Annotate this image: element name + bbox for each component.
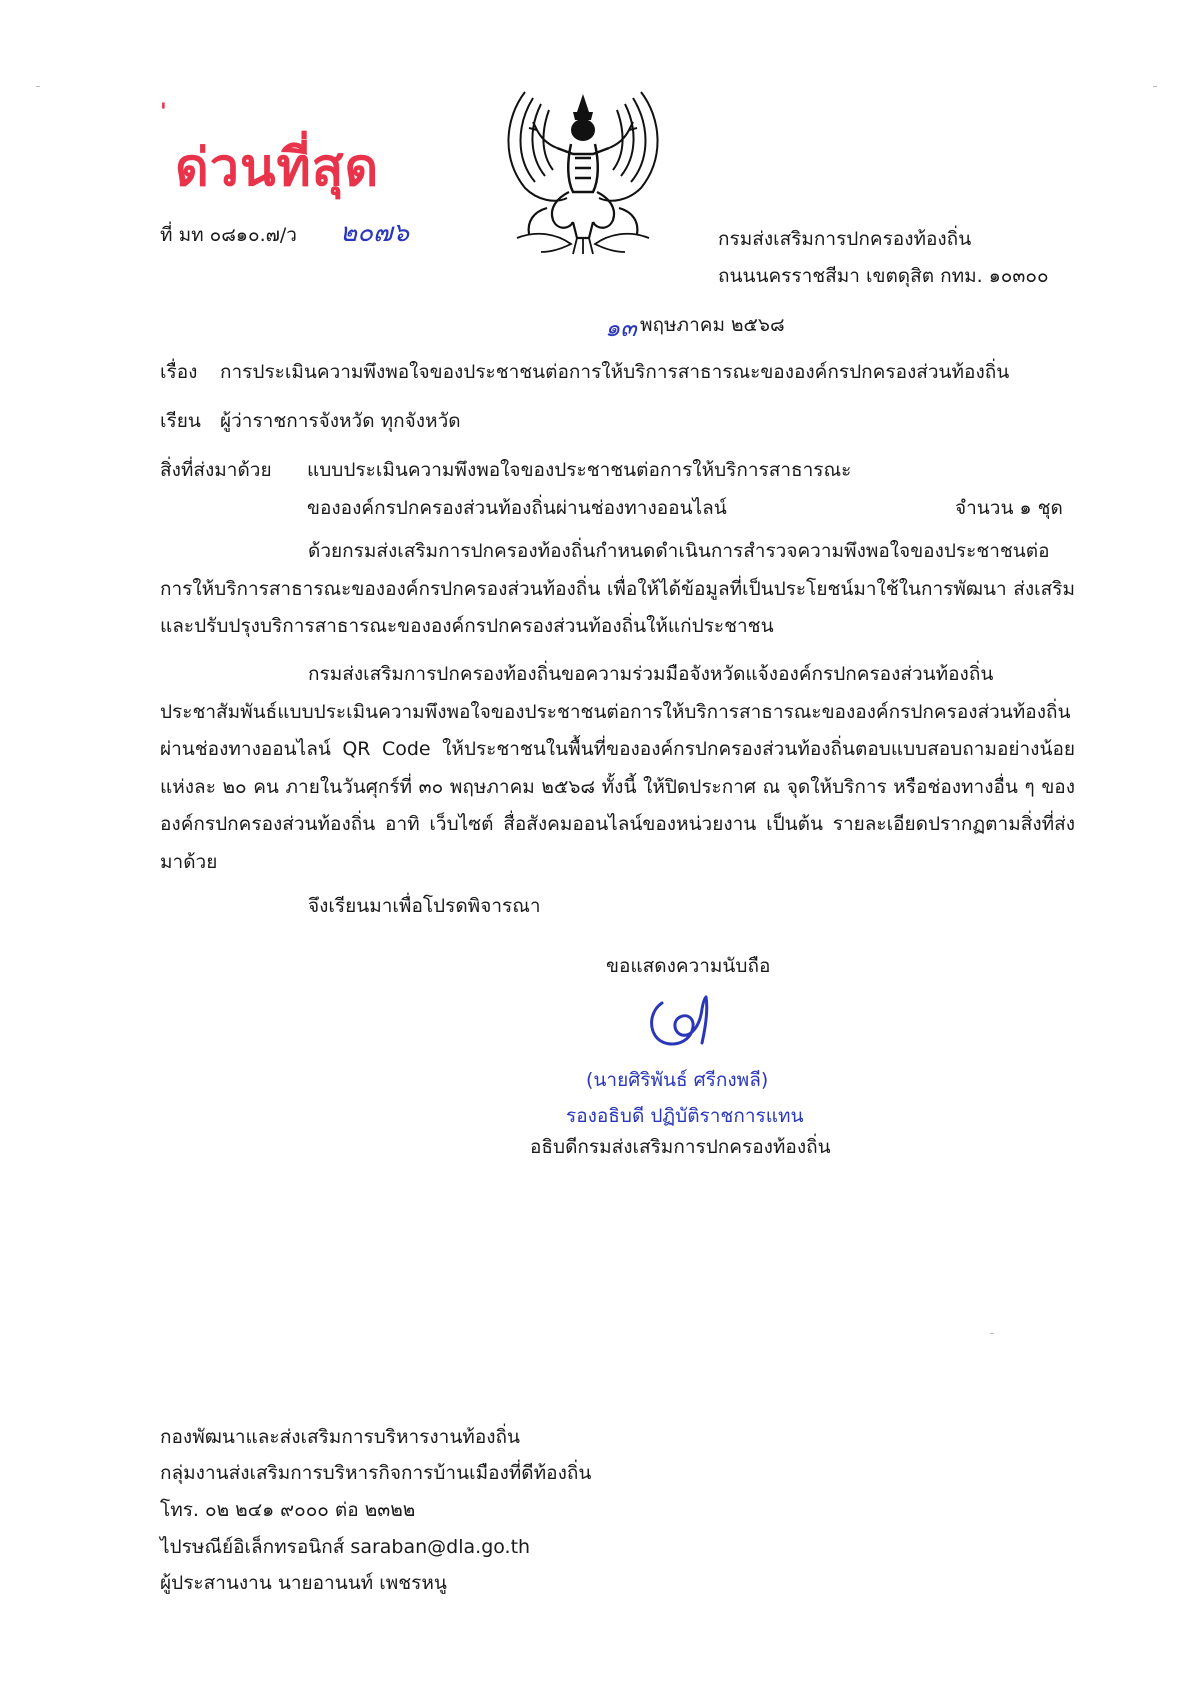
- footer-coordinator: ผู้ประสานงาน นายอานนท์ เพชรหนู: [160, 1572, 447, 1594]
- urgency-stamp: ด่วนที่สุด: [175, 137, 380, 198]
- addressee-label: เรียน: [160, 410, 201, 432]
- enclosure-label: สิ่งที่ส่งมาด้วย: [160, 459, 272, 481]
- letter-number: ที่ มท ๐๘๑๐.๗/ว: [160, 224, 297, 246]
- addressee-text: ผู้ว่าราชการจังหวัด ทุกจังหวัด: [220, 410, 461, 432]
- enclosure-count: จำนวน ๑ ชุด: [955, 497, 1063, 519]
- scan-mark: [36, 86, 40, 87]
- garuda-emblem-icon: [497, 88, 669, 256]
- body-paragraph-2: กรมส่งเสริมการปกครองท้องถิ่นขอความร่วมมือจังหวัดแจ้งองค์กรปกครองส่วนท้องถิ่นประชาสัมพันธ์แบบประเมินความพึงพอใจของประชาชนต่อการให้บริการสาธารณะขององค์กรปกครองส่วนท้องถิ่นผ่านช่องทางออนไลน์ QR Code ให้ประชาชนในพื้นที่ขององค์กรปกครองส่วนท้องถิ่นตอบแบบสอบถามอย่างน้อยแห่งละ ๒๐ คน ภายในวันศุกร์ที่ ๓๐ พฤษภาคม ๒๕๖๘ ทั้งนี้ ให้ปิดประกาศ ณ จุดให้บริการ หรือช่องทางอื่น ๆ ขององค์กรปกครองส่วนท้องถิ่น อาทิ เว็บไซต์ สื่อสังคมออนไลน์ของหน่วยงาน เป็นต้น รายละเอียดปรากฏตามสิ่งที่ส่งมาด้วย: [160, 663, 1075, 873]
- regards-line: ขอแสดงความนับถือ: [606, 955, 771, 977]
- footer-email: ไปรษณีย์อิเล็กทรอนิกส์ saraban@dla.go.th: [160, 1536, 531, 1558]
- date-month-year: พฤษภาคม ๒๕๖๘: [640, 314, 785, 336]
- footer-phone: โทร. ๐๒ ๒๔๑ ๙๐๐๐ ต่อ ๒๓๒๒: [160, 1499, 416, 1521]
- urgency-tick-mark: ': [160, 100, 167, 125]
- letter-number-handwritten: ๒๐๗๖: [340, 218, 410, 248]
- signatory-name: (นายศิริพันธ์ ศรีกงพลี): [586, 1069, 769, 1091]
- closing-line: จึงเรียนมาเพื่อโปรดพิจารณา: [308, 895, 541, 917]
- scan-mark: [990, 1333, 994, 1334]
- signatory-acting-role: รองอธิบดี ปฏิบัติราชการแทน: [566, 1105, 804, 1127]
- enclosure-line-1: แบบประเมินความพึงพอใจของประชาชนต่อการให้บริการสาธารณะ: [307, 459, 852, 481]
- signatory-title: อธิบดีกรมส่งเสริมการปกครองท้องถิ่น: [530, 1136, 831, 1158]
- handwritten-signature: [648, 995, 718, 1047]
- subject-label: เรื่อง: [160, 361, 198, 383]
- footer-group: กลุ่มงานส่งเสริมการบริหารกิจการบ้านเมืองที่ดีท้องถิ่น: [160, 1462, 592, 1484]
- date-day-handwritten: ๑๓: [605, 314, 637, 342]
- body-paragraph-1: ด้วยกรมส่งเสริมการปกครองท้องถิ่นกำหนดดำเนินการสำรวจความพึงพอใจของประชาชนต่อการให้บริการสาธารณะขององค์กรปกครองส่วนท้องถิ่น เพื่อให้ได้ข้อมูลที่เป็นประโยชน์มาใช้ในการพัฒนา ส่งเสริม และปรับปรุงบริการสาธารณะขององค์กรปกครองส่วนท้องถิ่นให้แก่ประชาชน: [160, 540, 1075, 637]
- scan-mark: [1153, 86, 1157, 87]
- enclosure-line-2: ขององค์กรปกครองส่วนท้องถิ่นผ่านช่องทางออนไลน์: [307, 497, 727, 519]
- subject-text: การประเมินความพึงพอใจของประชาชนต่อการให้บริการสาธารณะขององค์กรปกครองส่วนท้องถิ่น: [220, 361, 1010, 383]
- sender-address: ถนนนครราชสีมา เขตดุสิต กทม. ๑๐๓๐๐: [718, 265, 1049, 287]
- footer-division: กองพัฒนาและส่งเสริมการบริหารงานท้องถิ่น: [160, 1426, 521, 1448]
- sender-organization: กรมส่งเสริมการปกครองท้องถิ่น: [718, 228, 972, 250]
